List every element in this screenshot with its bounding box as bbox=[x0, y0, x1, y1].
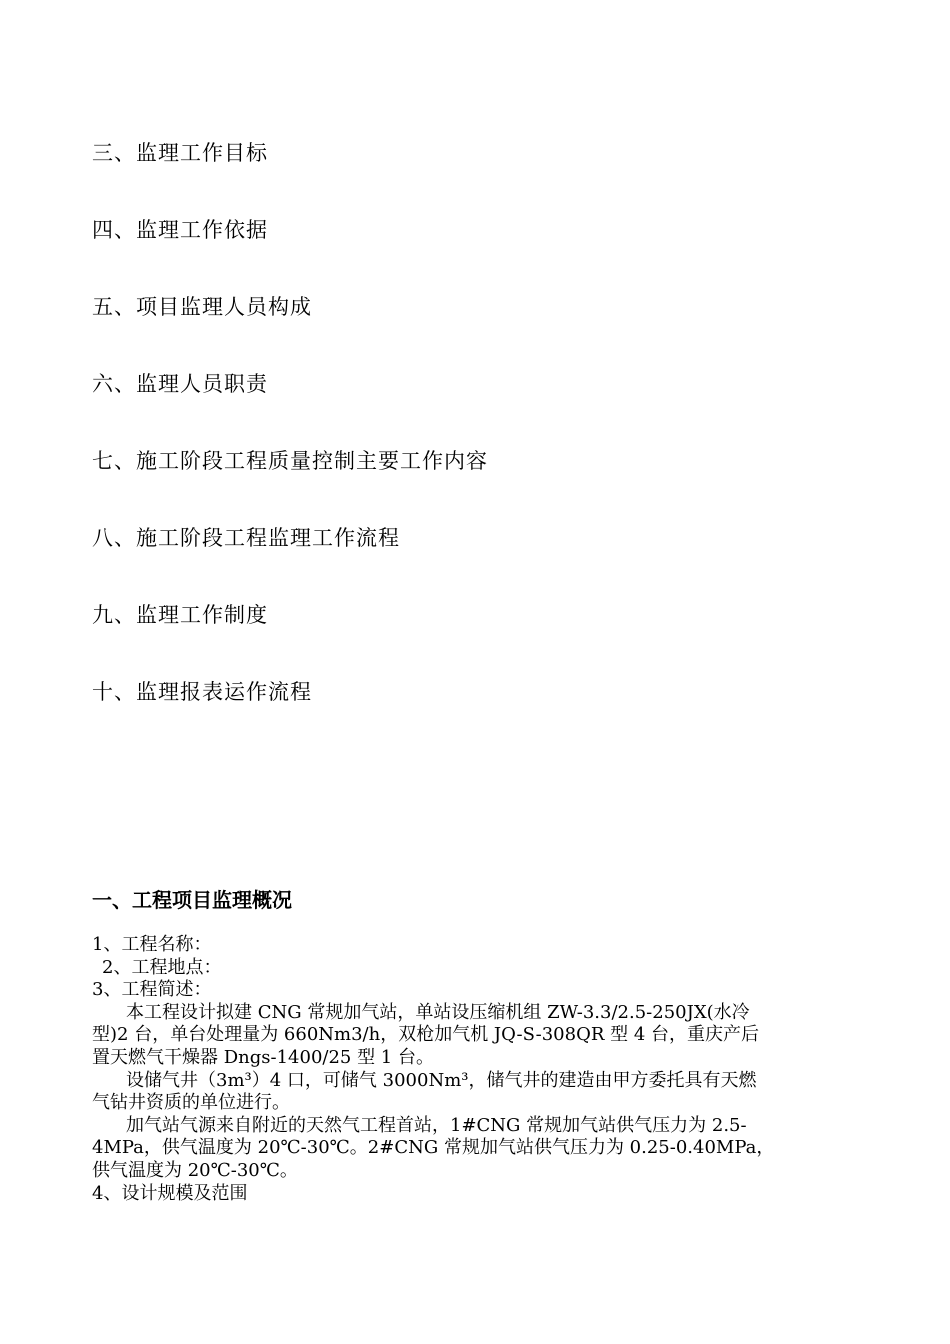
paragraph-line: 气钻井资质的单位进行。 bbox=[92, 1092, 290, 1114]
paragraph-line: 加气站气源来自附近的天然气工程首站，1#CNG 常规加气站供气压力为 2.5- bbox=[126, 1114, 747, 1136]
toc-item-8: 八、施工阶段工程监理工作流程 bbox=[92, 526, 400, 550]
project-summary-line: 3、工程简述： bbox=[92, 979, 212, 1001]
toc-item-9: 九、监理工作制度 bbox=[92, 603, 268, 627]
paragraph-line: 置天燃气干燥器 Dngs-1400/25 型 1 台。 bbox=[92, 1046, 434, 1068]
section-heading: 一、工程项目监理概况 bbox=[92, 888, 292, 912]
toc-item-5: 五、项目监理人员构成 bbox=[92, 295, 312, 319]
project-name-line: 1、工程名称： bbox=[92, 934, 212, 955]
paragraph-line: 本工程设计拟建 CNG 常规加气站，单站设压缩机组 ZW-3.3/2.5-250JX(水冷 bbox=[126, 1001, 750, 1023]
project-overview-body bbox=[92, 934, 862, 1205]
toc-item-3: 三、监理工作目标 bbox=[92, 141, 268, 165]
paragraph-line: 型)2 台，单台处理量为 660Nm3/h，双枪加气机 JQ-S-308QR 型 4 台，重庆产后 bbox=[92, 1024, 759, 1046]
design-scope-line: 4、设计规模及范围 bbox=[92, 1182, 248, 1204]
toc-item-10: 十、监理报表运作流程 bbox=[92, 680, 312, 704]
toc-item-7: 七、施工阶段工程质量控制主要工作内容 bbox=[92, 449, 488, 473]
paragraph-line: 4MPa，供气温度为 20℃-30℃。2#CNG 常规加气站供气压力为 0.25-0.40MPa， bbox=[92, 1137, 775, 1159]
project-location-line: 2、工程地点： bbox=[102, 956, 222, 978]
paragraph-line: 设储气井（3m³）4 口，可储气 3000Nm³，储气井的建造由甲方委托具有天燃 bbox=[126, 1069, 757, 1091]
toc-item-4: 四、监理工作依据 bbox=[92, 218, 268, 242]
paragraph-line: 供气温度为 20℃-30℃。 bbox=[92, 1159, 298, 1181]
toc-item-6: 六、监理人员职责 bbox=[92, 372, 268, 396]
